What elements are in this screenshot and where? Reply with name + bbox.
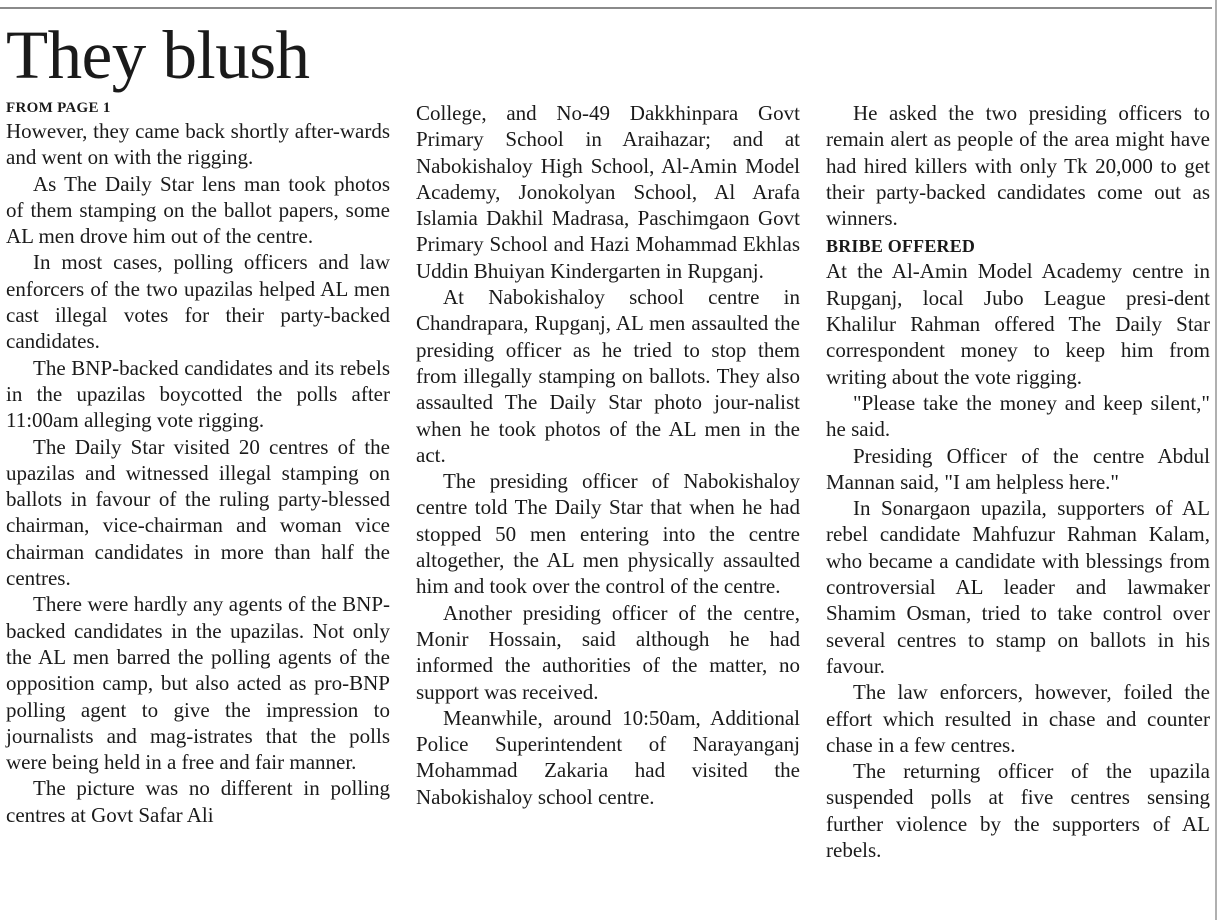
right-rule: [1215, 0, 1217, 920]
top-rule: [0, 7, 1212, 9]
article-column-2: [416, 100, 800, 810]
paragraph: The presiding officer of Nabokishaloy centre told The Daily Star that when he had stopped 50 men entering into the centre altogether, the AL men physically assaulted him and took over the control of the centre.: [416, 469, 800, 599]
paragraph: In most cases, polling officers and law enforcers of the two upazilas helped AL men cast illegal votes for their party-backed candidates.: [6, 250, 390, 354]
article-column-3: [826, 100, 1210, 863]
paragraph: College, and No-49 Dakkhinpara Govt Primary School in Araihazar; and at Nabokishaloy High School, Al-Amin Model Academy, Jonokolyan School, Al Arafa Islamia Dakhil Madrasa, Paschimgaon Govt Primary School and Hazi Mohammad Ekhlas Uddin Bhuiyan Kindergarten in Rupganj.: [416, 101, 800, 283]
paragraph: There were hardly any agents of the BNP-backed candidates in the upazilas. Not only the AL men barred the polling agents of the opposition camp, but also acted as pro-BNP polling agent to give the impression to journalists and mag-istrates that the polls were being held in a free and fair manner.: [6, 592, 390, 775]
paragraph: At Nabokishaloy school centre in Chandrapara, Rupganj, AL men assaulted the presiding officer as he tried to stop them from illegally stamping on ballots. They also assaulted The Daily Star photo jour-nalist when he took photos of the AL men in the act.: [416, 285, 800, 467]
kicker: FROM PAGE 1: [6, 100, 111, 116]
headline: They blush: [6, 17, 310, 93]
paragraph: Meanwhile, around 10:50am, Additional Police Superintendent of Narayanganj Mohammad Zakaria had visited the Nabokishaloy school centre.: [416, 705, 800, 809]
article-column-1: [6, 100, 390, 828]
paragraph: As The Daily Star lens man took photos of them stamping on the ballot papers, some AL men drove him out of the centre.: [6, 171, 390, 249]
paragraph: He asked the two presiding officers to remain alert as people of the area might have had hired killers with only Tk 20,000 to get their party-backed candidates come out as winners.: [826, 101, 1210, 231]
paragraph: "Please take the money and keep silent," he said.: [826, 390, 1210, 442]
paragraph: The BNP-backed candidates and its rebels in the upazilas boycotted the polls after 11:00am alleging vote rigging.: [6, 355, 390, 433]
paragraph: The Daily Star visited 20 centres of the upazilas and witnessed illegal stamping on ballots in favour of the ruling party-blessed chairman, vice-chairman and woman vice chairman candidates in more than half the centres.: [6, 434, 390, 591]
paragraph: The picture was no different in polling centres at Govt Safar Ali: [6, 776, 390, 827]
paragraph: Another presiding officer of the centre, Monir Hossain, said although he had informed the authorities of the matter, no support was received.: [416, 600, 800, 704]
paragraph: The law enforcers, however, foiled the effort which resulted in chase and counter chase in a few centres.: [826, 680, 1210, 757]
paragraph: The returning officer of the upazila suspended polls at five centres sensing further violence by the supporters of AL rebels.: [826, 759, 1210, 863]
paragraph: However, they came back shortly after-wards and went on with the rigging.: [6, 119, 390, 170]
paragraph: At the Al-Amin Model Academy centre in Rupganj, local Jubo League presi-dent Khalilur Rahman offered The Daily Star correspondent money to keep him from writing about the vote rigging.: [826, 259, 1210, 389]
subhead: BRIBE OFFERED: [826, 236, 976, 257]
paragraph: Presiding Officer of the centre Abdul Mannan said, "I am helpless here.": [826, 443, 1210, 494]
paragraph: In Sonargaon upazila, supporters of AL rebel candidate Mahfuzur Rahman Kalam, who became a candidate with blessings from controversial AL leader and lawmaker Shamim Osman, tried to take control over several centres to stamp on ballots in his favour.: [826, 496, 1210, 678]
